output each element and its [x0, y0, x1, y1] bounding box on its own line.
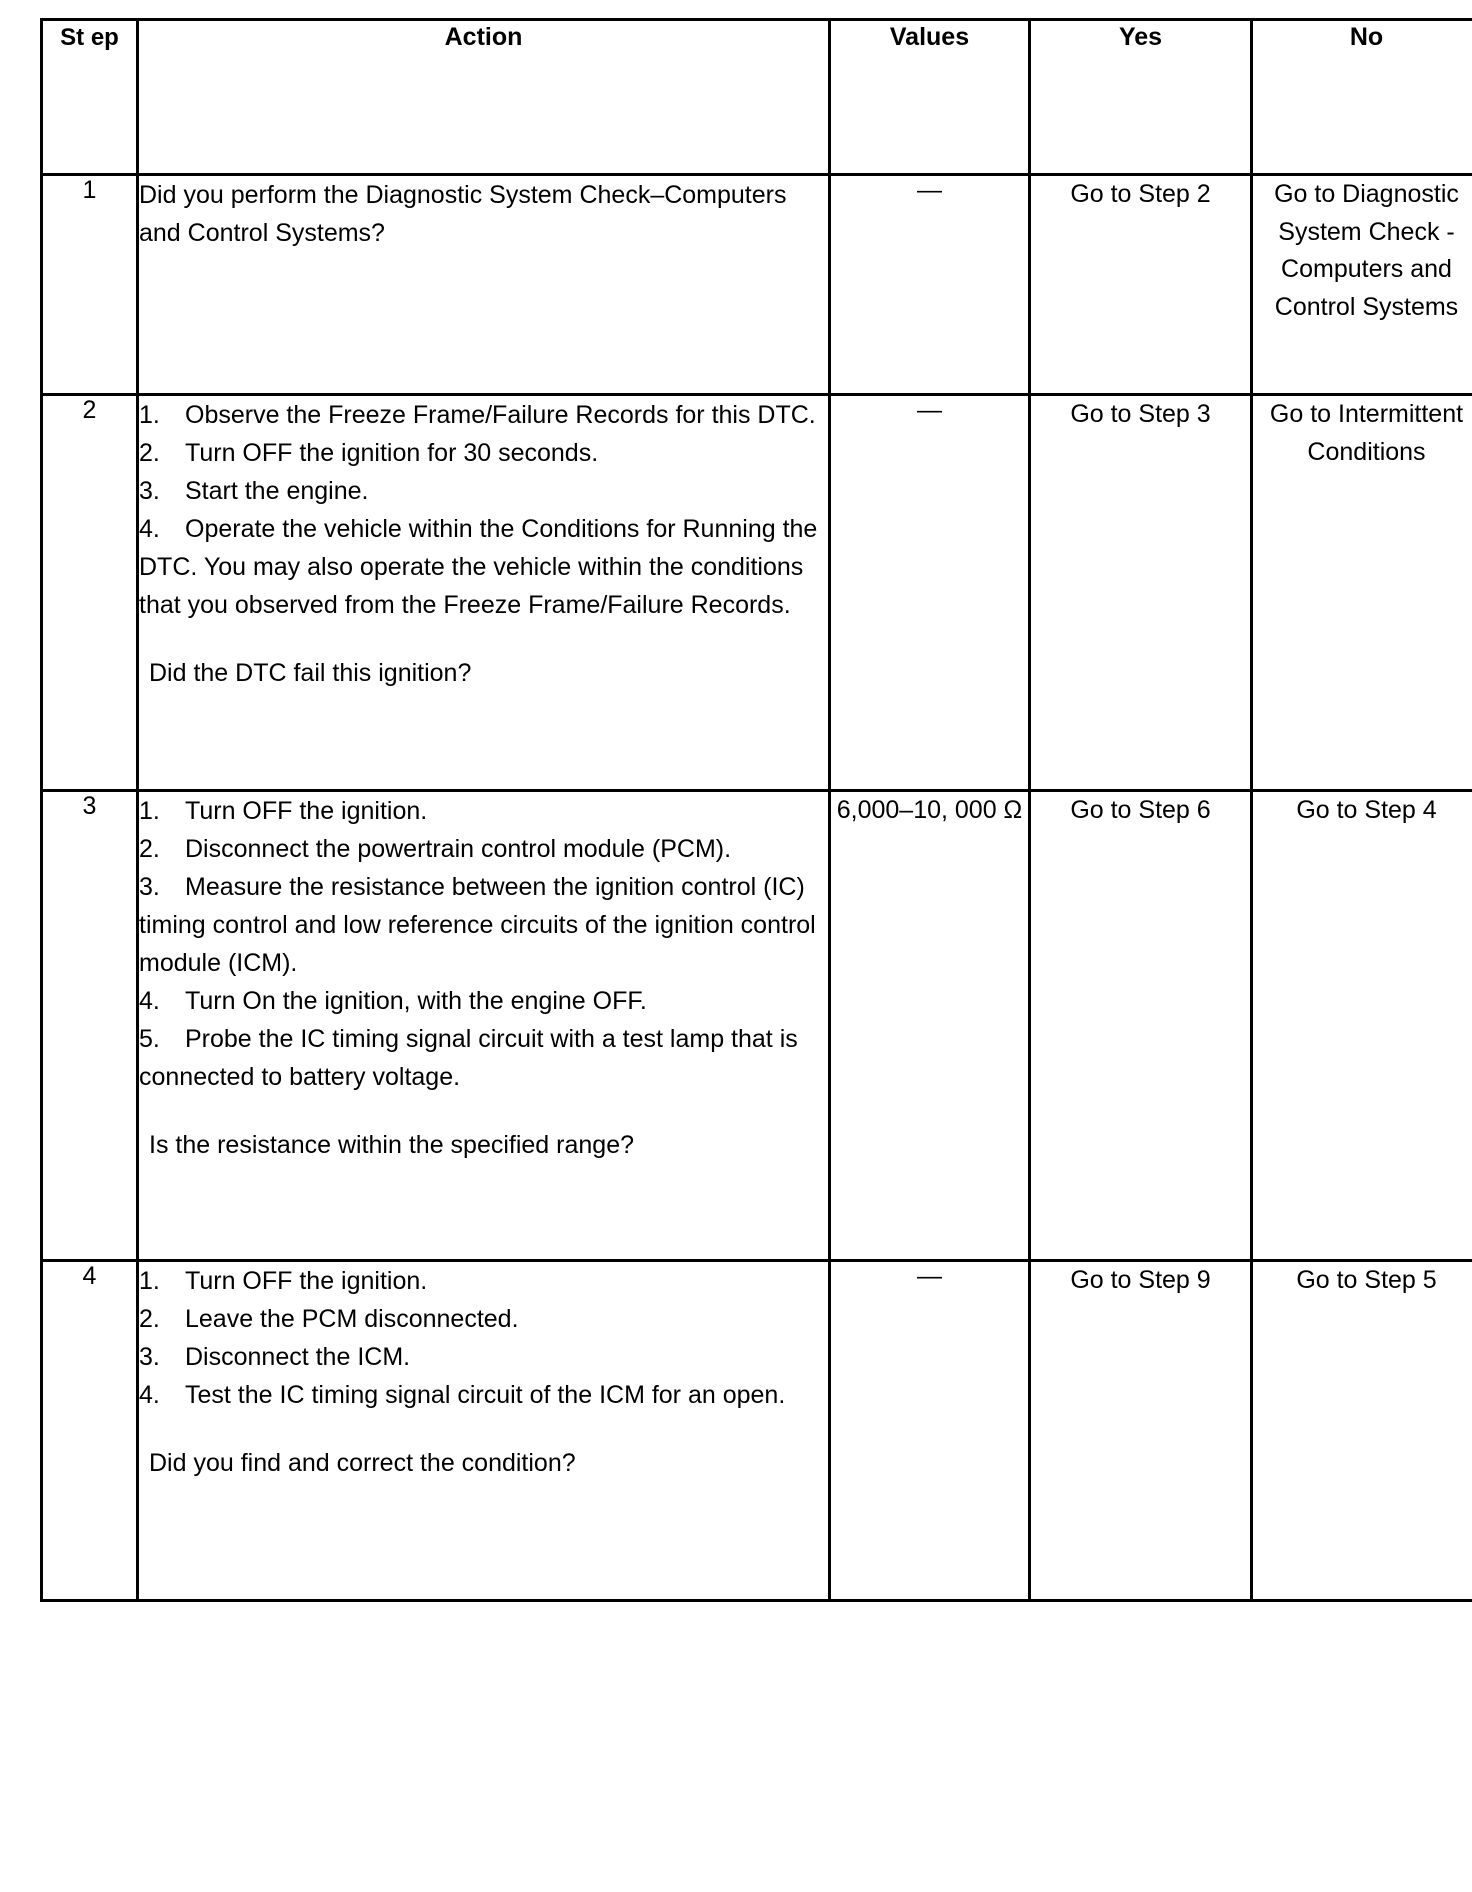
step-number: 1 [42, 175, 138, 395]
column-header-no: No [1252, 20, 1472, 175]
action-step-number: 2. [139, 1305, 160, 1333]
action-step-number: 4. [139, 987, 160, 1015]
values-cell: — [830, 395, 1030, 791]
action-step-number: 1. [139, 797, 160, 825]
action-cell [138, 395, 830, 791]
action-cell [138, 1261, 830, 1601]
action-step-item [139, 792, 828, 830]
action-step-text: Turn On the ignition, with the engine OFF. [185, 987, 647, 1015]
action-step-text: Turn OFF the ignition for 30 seconds. [185, 439, 599, 467]
action-step-number: 3. [139, 477, 160, 505]
step-number: 2 [42, 395, 138, 791]
table-header-row [42, 20, 1472, 175]
action-step-number: 4. [139, 1381, 160, 1409]
action-step-text: Measure the resistance between the ignition control (IC) timing control and low reference circuits of the ignition control module (ICM). [139, 873, 816, 977]
action-step-text: Disconnect the ICM. [185, 1343, 411, 1371]
action-step-item [139, 1376, 828, 1414]
action-step-number: 5. [139, 1025, 160, 1053]
action-step-item [139, 1338, 828, 1376]
action-step-number: 1. [139, 1267, 160, 1295]
diagnostic-procedure-table [40, 18, 1472, 1602]
action-step-text: Operate the vehicle within the Conditions for Running the DTC. You may also operate the vehicle within the conditions that you observed from the Freeze Frame/Failure Records. [139, 515, 818, 619]
action-question: Did the DTC fail this ignition? [149, 659, 472, 687]
table-row [42, 395, 1472, 791]
action-cell [138, 175, 830, 395]
action-step-item [139, 982, 828, 1020]
values-cell: 6,000–10, 000 Ω [830, 791, 1030, 1261]
action-cell [138, 791, 830, 1261]
action-step-text: Probe the IC timing signal circuit with a test lamp that is connected to battery voltage. [139, 1025, 798, 1091]
no-branch: Go to Step 5 [1252, 1261, 1472, 1601]
action-step-item [139, 868, 828, 982]
step-number: 4 [42, 1261, 138, 1601]
no-branch: Go to Step 4 [1252, 791, 1472, 1261]
step-number: 3 [42, 791, 138, 1261]
table-row [42, 1261, 1472, 1601]
no-branch: Go to Intermittent Conditions [1252, 395, 1472, 791]
action-step-text: Start the engine. [185, 477, 369, 505]
no-branch: Go to Diagnostic System Check - Computers and Control Systems [1252, 175, 1472, 395]
action-step-item [139, 1262, 828, 1300]
action-step-item [139, 830, 828, 868]
yes-branch: Go to Step 2 [1030, 175, 1252, 395]
action-step-list [139, 396, 828, 624]
values-cell: — [830, 175, 1030, 395]
action-step-number: 3. [139, 873, 160, 901]
action-step-number: 2. [139, 835, 160, 863]
action-question: Did you find and correct the condition? [149, 1449, 576, 1477]
action-step-text: Observe the Freeze Frame/Failure Records for this DTC. [185, 401, 816, 429]
action-step-text: Disconnect the powertrain control module (PCM). [185, 835, 732, 863]
action-step-text: Test the IC timing signal circuit of the ICM for an open. [185, 1381, 786, 1409]
action-question: Is the resistance within the specified range? [149, 1131, 634, 1159]
action-intro-text: Did you perform the Diagnostic System Check–Computers and Control Systems? [139, 181, 787, 247]
action-step-item [139, 472, 828, 510]
action-step-number: 3. [139, 1343, 160, 1371]
action-step-number: 2. [139, 439, 160, 467]
action-step-number: 4. [139, 515, 160, 543]
column-header-step: St ep [42, 20, 138, 175]
values-cell: — [830, 1261, 1030, 1601]
action-step-item [139, 1020, 828, 1096]
action-step-text: Leave the PCM disconnected. [185, 1305, 519, 1333]
action-step-text: Turn OFF the ignition. [185, 797, 428, 825]
column-header-action: Action [138, 20, 830, 175]
action-step-item [139, 396, 828, 434]
action-step-number: 1. [139, 401, 160, 429]
column-header-yes: Yes [1030, 20, 1252, 175]
action-step-list [139, 1262, 828, 1414]
action-step-item [139, 434, 828, 472]
action-step-text: Turn OFF the ignition. [185, 1267, 428, 1295]
yes-branch: Go to Step 9 [1030, 1261, 1252, 1601]
table-row [42, 791, 1472, 1261]
yes-branch: Go to Step 3 [1030, 395, 1252, 791]
action-step-item [139, 1300, 828, 1338]
action-step-item [139, 510, 828, 624]
yes-branch: Go to Step 6 [1030, 791, 1252, 1261]
table-row [42, 175, 1472, 395]
column-header-values: Values [830, 20, 1030, 175]
action-step-list [139, 792, 828, 1096]
